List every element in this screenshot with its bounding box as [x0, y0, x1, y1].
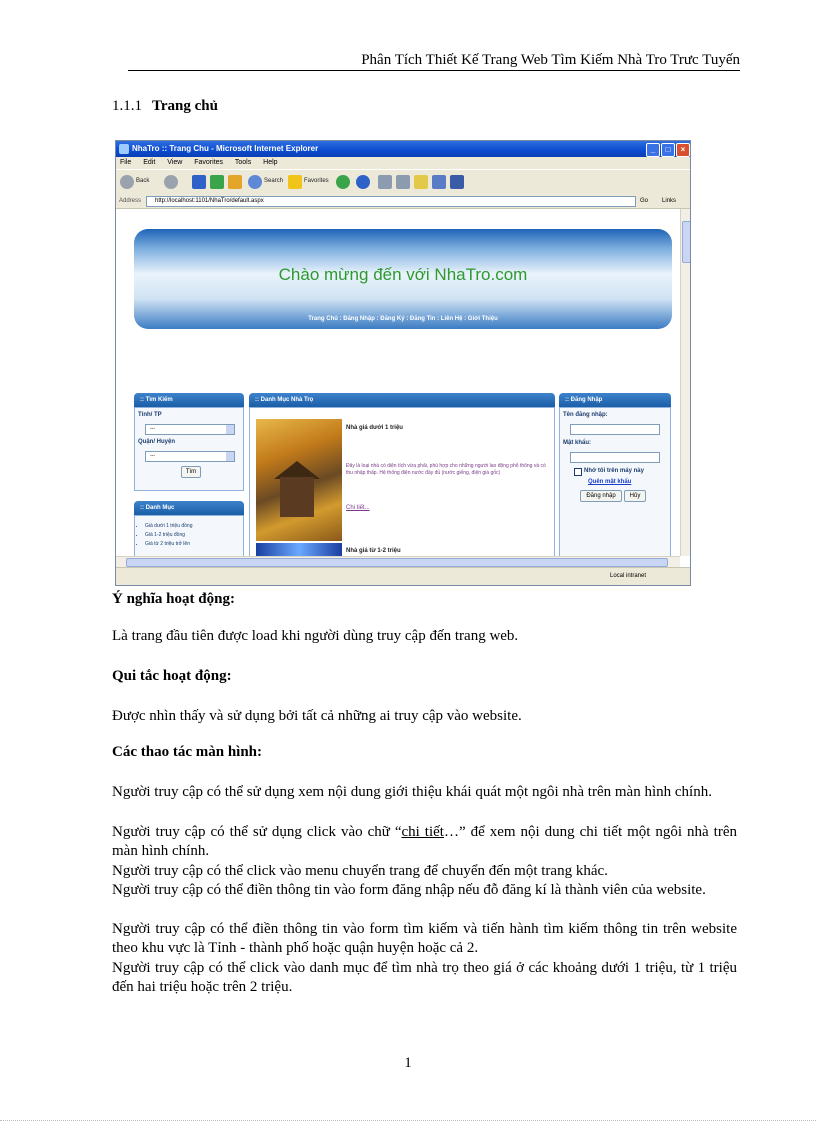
horizontal-scrollbar[interactable] — [116, 556, 680, 567]
site-nav[interactable]: Trang Chủ : Đăng Nhập : Đăng Ký : Đăng Tin : Liên Hệ : Giới Thiệu — [308, 316, 498, 322]
listing-description: Đây là loại nhà có diện tích vừa phải, phù hợp cho những người lao động phổ thông và có thu nhập thấp. Hệ thống điện nước đầy đủ (nước giếng, điện giá gốc) — [346, 463, 546, 476]
province-value: --- — [150, 426, 155, 432]
status-zone: Local intranet — [610, 573, 647, 579]
district-label: Quận/ Huyện — [138, 439, 176, 445]
listing-title[interactable]: Nhà giá dưới 1 triệu — [346, 425, 403, 431]
password-input[interactable] — [570, 452, 660, 463]
login-panel-title: :: Đăng Nhập — [565, 397, 603, 403]
forward-icon[interactable] — [164, 175, 178, 189]
category-list — [137, 522, 193, 549]
paragraph-op-6: Người truy cập có thể click vào danh mục để tìm nhà trọ theo giá ở các khoảng dưới 1 triệu, từ 1 triệu đến hai triệu hoặc trên 2 triệu. — [112, 960, 737, 995]
scroll-thumb[interactable] — [126, 558, 668, 567]
heading-rules: Qui tắc hoạt động: — [112, 668, 232, 684]
paragraph-op-3: Người truy cập có thể click vào menu chuyển trang để chuyển đến một trang khác. — [112, 863, 608, 879]
paragraph-rules: Được nhìn thấy và sử dụng bởi tất cả những ai truy cập vào website. — [112, 708, 522, 724]
category-panel — [134, 515, 244, 556]
op2-after: …” để xem nội dung chi tiết một ngôi nhà trên màn hình chính. — [112, 824, 737, 859]
footer-divider — [0, 1120, 816, 1121]
paragraph-meaning: Là trang đầu tiên được load khi người dùng truy cập đến trang web. — [112, 628, 519, 644]
go-button[interactable]: Go — [640, 198, 649, 204]
browser-toolbar — [116, 169, 690, 195]
login-panel-header — [559, 393, 671, 407]
search-panel-title: :: Tìm Kiếm — [140, 397, 173, 403]
paragraph-op-1: Người truy cập có thể sử dụng xem nội dung giới thiệu khái quát một ngôi nhà trên màn hình chính. — [112, 784, 712, 800]
browser-screenshot — [115, 140, 691, 586]
discuss-icon[interactable] — [432, 175, 446, 189]
district-value: --- — [150, 453, 155, 459]
print-icon[interactable] — [396, 175, 410, 189]
username-label: Tên đăng nhập: — [563, 412, 608, 418]
mail-icon[interactable] — [378, 175, 392, 189]
province-select[interactable] — [145, 424, 235, 435]
listing-title-2[interactable]: Nhà giá từ 1-2 triệu — [346, 548, 401, 554]
history-icon[interactable] — [356, 175, 370, 189]
op2-before: Người truy cập có thể sử dụng click vào chữ “ — [112, 824, 402, 840]
back-icon[interactable] — [120, 175, 134, 189]
menu-bar — [116, 157, 690, 169]
remember-checkbox[interactable] — [574, 468, 582, 476]
remember-label: Nhớ tôi trên máy này — [584, 468, 644, 474]
paragraph-op-2 — [112, 823, 737, 861]
category-item[interactable]: • Giá dưới 1 triệu đồng — [145, 522, 193, 531]
close-icon[interactable]: × — [676, 143, 690, 157]
menu-favorites[interactable]: Favorites — [194, 159, 224, 166]
heading-operations: Các thao tác màn hình: — [112, 744, 263, 760]
favorites-icon[interactable] — [288, 175, 302, 189]
favorites-label: Favorites — [304, 178, 329, 184]
cancel-button[interactable]: Hủy — [624, 490, 646, 502]
search-button[interactable]: Tìm — [181, 466, 201, 478]
header-title: Phân Tích Thiết Kế Trang Web Tìm Kiếm Nhà Tro Trưc Tuyến — [361, 52, 740, 68]
minimize-icon[interactable]: _ — [646, 143, 660, 157]
category-item[interactable]: • Giá từ 2 triệu trở lên — [145, 540, 193, 549]
listing-panel-header — [249, 393, 555, 407]
address-label: Address — [119, 198, 142, 204]
section-title: Trang chủ — [152, 98, 218, 114]
section-heading — [112, 98, 218, 115]
ie-icon — [119, 144, 129, 154]
messenger-icon[interactable] — [450, 175, 464, 189]
paragraph-op-4: Người truy cập có thể điền thông tin vào form đăng nhập nếu đỗ đăng kí là thành viên của website. — [112, 882, 706, 898]
site-banner — [134, 229, 672, 329]
welcome-text: Chào mừng đến với NhaTro.com — [278, 265, 528, 284]
status-bar — [116, 567, 690, 586]
menu-tools[interactable]: Tools — [234, 159, 252, 166]
back-label: Back — [136, 178, 150, 184]
category-panel-header — [134, 501, 244, 515]
category-item[interactable]: • Giá 1-2 triệu đồng — [145, 531, 193, 540]
links-button[interactable]: Links — [662, 198, 677, 204]
district-select[interactable] — [145, 451, 235, 462]
chevron-down-icon — [226, 425, 234, 434]
window-titlebar — [116, 141, 690, 157]
media-icon[interactable] — [336, 175, 350, 189]
details-text-link: chi tiết — [401, 824, 444, 840]
refresh-icon[interactable] — [210, 175, 224, 189]
edit-icon[interactable] — [414, 175, 428, 189]
home-icon[interactable] — [228, 175, 242, 189]
listing-photo — [256, 419, 342, 541]
forgot-password-link[interactable]: Quên mật khẩu — [588, 479, 632, 485]
menu-file[interactable]: File — [120, 159, 132, 166]
menu-view[interactable]: View — [167, 159, 183, 166]
password-label: Mật khẩu: — [563, 440, 592, 446]
page-number: 1 — [404, 1055, 412, 1071]
details-link[interactable]: Chi tiết... — [346, 505, 370, 511]
menu-help[interactable]: Help — [263, 159, 278, 166]
listing-panel-title: :: Danh Mục Nhà Trọ — [255, 397, 314, 403]
house-image — [280, 477, 314, 517]
running-header — [128, 50, 740, 71]
address-input[interactable] — [146, 196, 636, 207]
heading-meaning: Ý nghĩa hoạt động: — [112, 591, 235, 607]
login-panel — [559, 407, 671, 556]
search-panel-header — [134, 393, 244, 407]
paragraph-op-5: Người truy cập có thể điền thông tin vào form tìm kiếm và tiến hành tìm kiếm thông tin trên website theo khu vực là Tỉnh - thành phố hoặc quận huyện hoặc cả 2. — [112, 921, 737, 956]
menu-edit[interactable]: Edit — [143, 159, 156, 166]
category-panel-title: :: Danh Mục — [140, 505, 175, 511]
maximize-icon[interactable]: □ — [661, 143, 675, 157]
login-button[interactable]: Đăng nhập — [580, 490, 622, 502]
window-title: NhaTro :: Trang Chu - Microsoft Internet Explorer — [132, 144, 319, 153]
page-viewport — [116, 209, 680, 556]
stop-icon[interactable] — [192, 175, 206, 189]
province-label: Tỉnh/ TP — [138, 412, 162, 418]
address-bar — [116, 194, 690, 209]
scroll-thumb[interactable] — [682, 221, 691, 263]
search-panel — [134, 407, 244, 491]
vertical-scrollbar[interactable] — [680, 209, 691, 556]
search-icon[interactable] — [248, 175, 262, 189]
chevron-down-icon — [226, 452, 234, 461]
username-input[interactable] — [570, 424, 660, 435]
listing-photo-2 — [256, 543, 342, 556]
address-url: http://localhost:1101/NhaTro/default.aspx — [155, 198, 264, 204]
search-label: Search — [264, 178, 284, 184]
section-number: 1.1.1 — [112, 98, 142, 114]
